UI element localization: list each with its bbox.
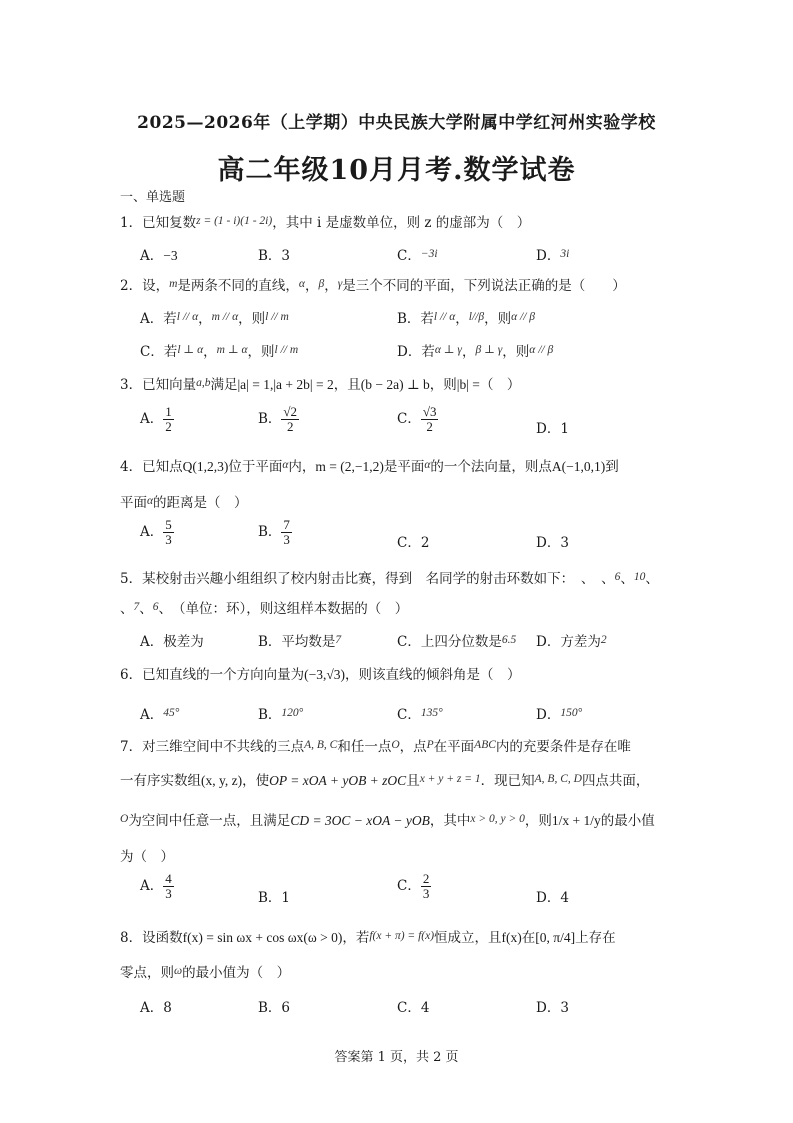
option-d: D．3 [536, 535, 569, 551]
option-a: A． $\frac{1}{2}$ [140, 404, 172, 434]
question-7-stem: 7．对三维空间中不共线的三点A, B, C和任一点O，点P在平面ABC内的充要条件是存在唯 [120, 739, 631, 755]
option-a: A． $\frac{4}{3}$ [140, 871, 172, 901]
question-8-stem: 8．设函数f(x) = sin ωx + cos ωx(ω > 0)，若f(x + π) = f(x)恒成立，且f(x)在[0, π/4]上存在 [120, 930, 616, 946]
question-4-stem: 4．已知点Q(1,2,3)位于平面α内，m = (2,−1,2)是平面α的一个法向量，则点A(−1,0,1)到 [120, 459, 619, 475]
question-7-stem-line3: O为空间中任意一点，且满足CD = 3OC − xOA − yOB，其中x > 0, y > 0，则1/x + 1/y的最小值 [120, 813, 655, 829]
option-a: A．45° [140, 707, 180, 723]
option-d: D．4 [536, 890, 569, 906]
option-d: D．3 [536, 1000, 569, 1016]
question-1-stem: 1．已知复数z = (1 - i)(1 - 2i)，其中 i 是虚数单位，则 z 的虚部为（ ） [120, 215, 531, 231]
option-b: B．6 [258, 1000, 291, 1016]
question-3-stem: 3．已知向量a,b满足|a| = 1,|a + 2b| = 2，且(b − 2a) ⊥ b，则|b| =（ ） [120, 377, 521, 393]
option-a: A．极差为 [140, 634, 204, 650]
option-a: A．−3 [140, 248, 178, 264]
page-footer: 答案第 1 页，共 2 页 [334, 1050, 459, 1065]
option-c: C． $\frac{2}{3}$ [397, 871, 430, 901]
section-heading: 一、单选题 [120, 190, 186, 205]
question-6-stem: 6．已知直线的一个方向向量为(−3,√3)，则该直线的倾斜角是（ ） [120, 667, 521, 683]
question-7-stem-line2: 一有序实数组(x, y, z)，使OP = xOA + yOB + zOC且x + y + z = 1．现已知A, B, C, D四点共面， [120, 773, 650, 789]
question-4-stem-line2: 平面α的距离是（ ） [120, 495, 248, 511]
option-b: B． $\frac{√2}{2}$ [258, 404, 298, 434]
option-d: D．3i [536, 248, 570, 264]
option-b: B．3 [258, 248, 291, 264]
option-c: C．2 [397, 535, 430, 551]
option-d: D．1 [536, 421, 569, 437]
school-title: 2025—2026年（上学期）中央民族大学附属中学红河州实验学校 [137, 113, 656, 133]
option-a: A．若l // α，m // α，则l // m [140, 311, 289, 327]
option-c: C．若l ⊥ α，m ⊥ α，则l // m [140, 344, 299, 360]
question-2-stem: 2．设，m是两条不同的直线，α，β，γ是三个不同的平面，下列说法正确的是（ ） [120, 278, 626, 294]
option-b: B．若l // α，l//β，则α // β [397, 311, 536, 327]
option-c: C．上四分位数是6.5 [397, 634, 517, 650]
math-expression: z = (1 - i)(1 - 2i) [196, 215, 273, 227]
option-d: D．150° [536, 707, 583, 723]
option-a: A． $\frac{5}{3}$ [140, 517, 172, 547]
option-c: C．−3i [397, 248, 438, 264]
option-b: B．平均数是7 [258, 634, 342, 650]
option-b: B．1 [258, 890, 291, 906]
question-5-stem-line2: 、7、6、 （单位：环），则这组样本数据的（ ） [120, 601, 409, 617]
option-c: C． $\frac{√3}{2}$ [397, 404, 437, 434]
option-d: D．方差为2 [536, 634, 607, 650]
option-b: B． $\frac{7}{3}$ [258, 517, 290, 547]
question-8-stem-line2: 零点，则ω的最小值为（ ） [120, 965, 291, 981]
option-d: D．若α ⊥ γ，β ⊥ γ，则α // β [397, 344, 554, 360]
option-c: C．135° [397, 707, 443, 723]
question-5-stem: 5．某校射击兴趣小组组织了校内射击比赛，得到 名同学的射击环数如下： 、 、6、10、 [120, 571, 659, 587]
question-7-stem-line4: 为（ ） [120, 849, 174, 865]
option-a: A．8 [140, 1000, 172, 1016]
exam-title: 高二年级10月月考.数学试卷 [217, 155, 576, 186]
option-b: B．120° [258, 707, 304, 723]
option-c: C．4 [397, 1000, 430, 1016]
